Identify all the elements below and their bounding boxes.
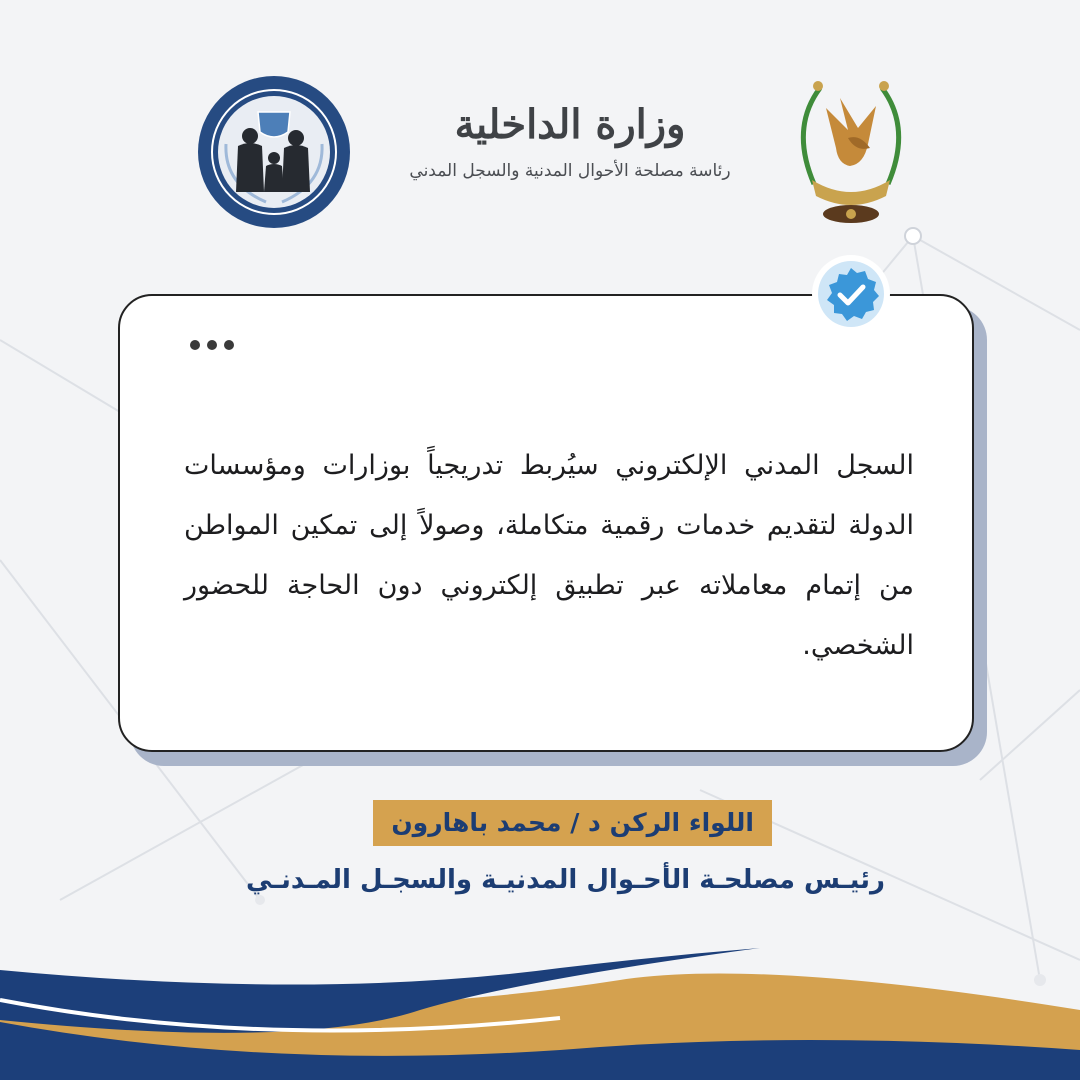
bottom-wave-decoration <box>0 900 1080 1080</box>
speaker-title: رئيـس مصلحـة الأحـوال المدنيـة والسجـل المـدنـي <box>245 865 885 895</box>
header <box>395 95 745 205</box>
speaker-name: اللواء الركن د / محمد باهارون <box>373 800 772 846</box>
quote-card <box>118 294 974 752</box>
ellipsis-icon <box>190 340 234 350</box>
verified-badge-icon <box>811 254 891 334</box>
civil-registry-emblem-icon <box>196 74 352 230</box>
authority-name: رئاسة مصلحة الأحوال المدنية والسجل المدني <box>409 161 731 181</box>
ministry-eagle-emblem-icon <box>790 68 912 228</box>
quote-text: السجل المدني الإلكتروني سيُربط تدريجياً بوزارات ومؤسسات الدولة لتقديم خدمات رقمية متكاملة، وصولاً إلى تمكين المواطن من إتمام معاملاته عبر تطبيق إلكتروني دون الحاجة للحضور الشخصي. <box>184 450 914 661</box>
ministry-name: وزارة الداخلية <box>454 101 686 148</box>
